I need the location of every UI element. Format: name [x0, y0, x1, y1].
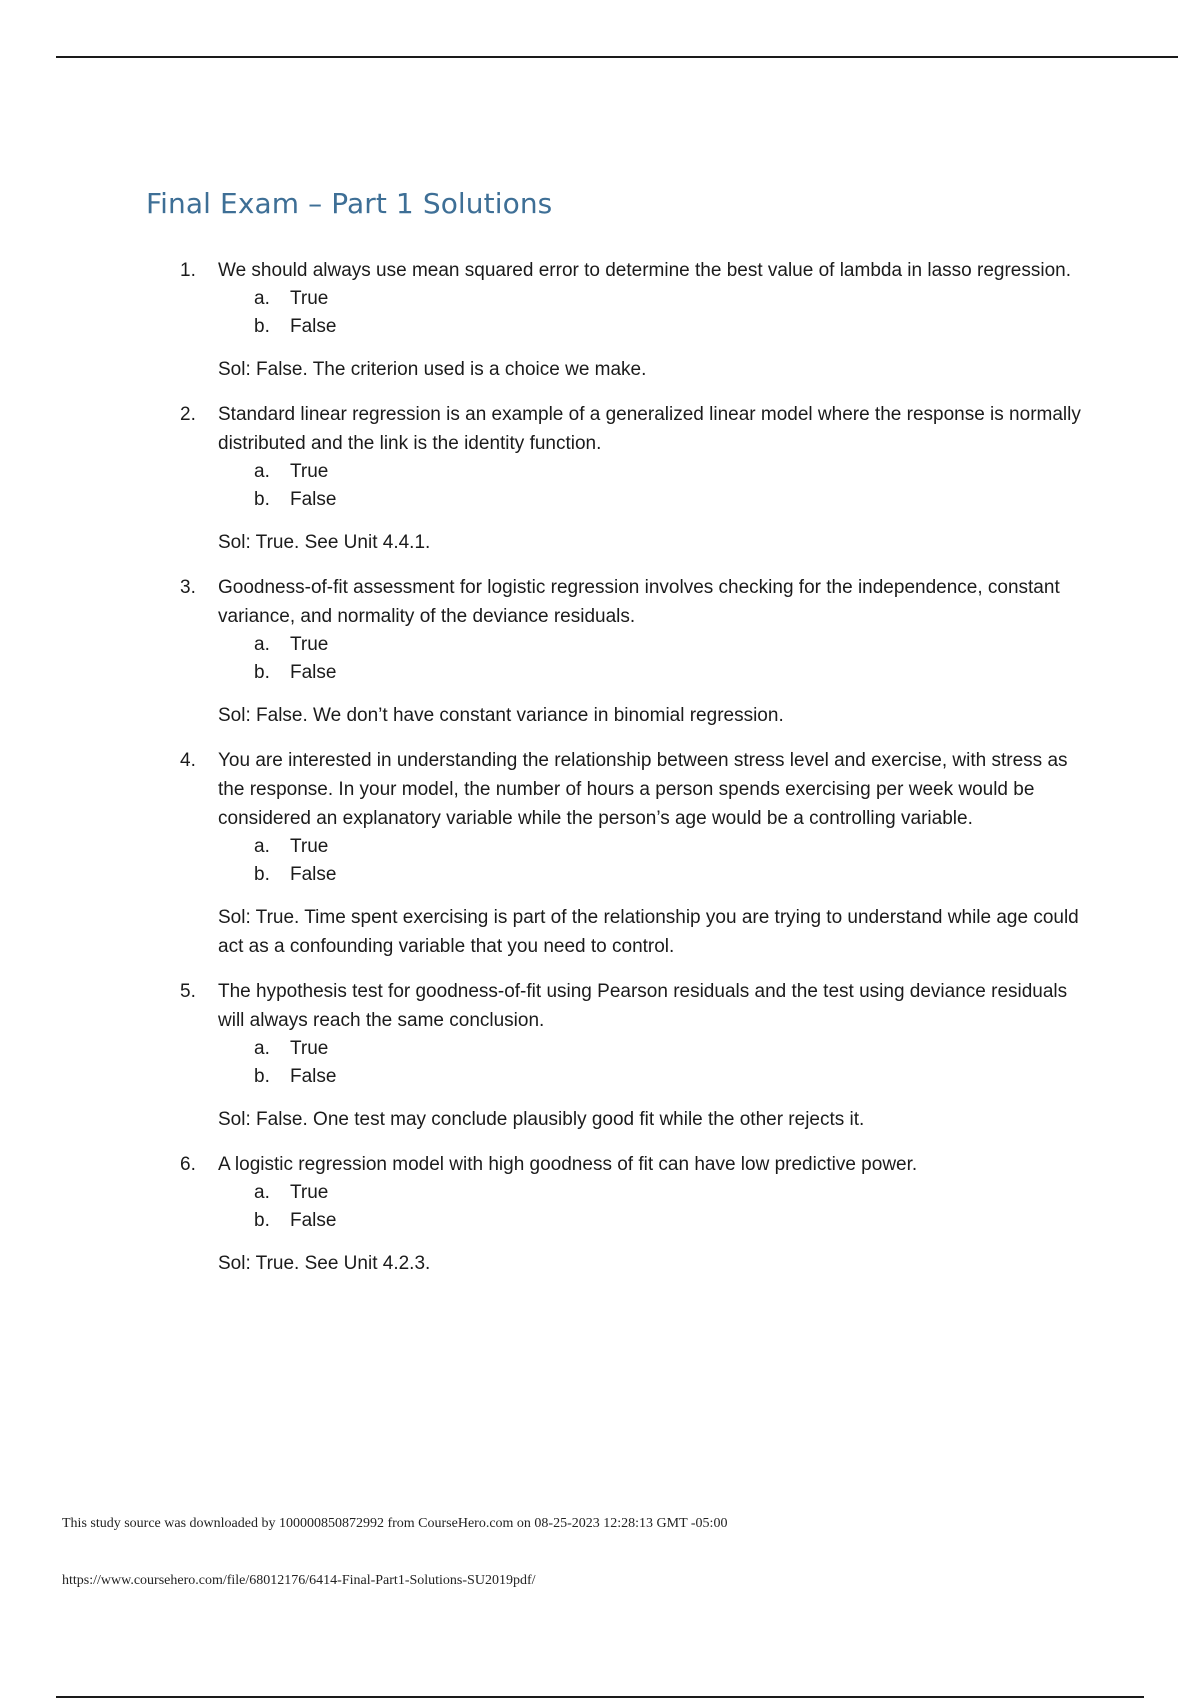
top-rule [56, 56, 1178, 58]
question-2 [0, 400, 1200, 557]
question-list [0, 256, 1200, 1294]
option-a: a. True [254, 1038, 329, 1059]
question-3 [0, 573, 1200, 730]
option-a: a. True [254, 461, 329, 482]
question-number: 1. [180, 260, 196, 281]
question-number: 2. [180, 404, 196, 425]
solution-text: Sol: True. Time spent exercising is part of the relationship you are trying to understand while age could act as a confounding variable that you need to control. [218, 907, 1079, 957]
question-text: A logistic regression model with high goodness of fit can have low predictive power. [218, 1154, 918, 1175]
question-4 [0, 746, 1200, 961]
question-number: 3. [180, 577, 196, 598]
option-b: b. False [254, 1210, 337, 1231]
options-list [0, 631, 1200, 687]
options-list [0, 458, 1200, 514]
option-b: b. False [254, 489, 337, 510]
question-text: Goodness-of-fit assessment for logistic regression involves checking for the independence, constant variance, and normality of the deviance residuals. [218, 577, 1060, 627]
options-list [0, 285, 1200, 341]
options-list [0, 1179, 1200, 1235]
option-a: a. True [254, 836, 329, 857]
question-text: We should always use mean squared error to determine the best value of lambda in lasso regression. [218, 260, 1071, 281]
solution-text: Sol: False. We don’t have constant variance in binomial regression. [218, 705, 784, 726]
option-b: b. False [254, 864, 337, 885]
question-number: 6. [180, 1154, 196, 1175]
option-a: a. True [254, 1182, 329, 1203]
question-5 [0, 977, 1200, 1134]
question-1 [0, 256, 1200, 384]
question-6 [0, 1150, 1200, 1278]
solution-text: Sol: False. The criterion used is a choice we make. [218, 359, 647, 380]
options-list [0, 833, 1200, 889]
bottom-rule [56, 1696, 1144, 1698]
options-list [0, 1035, 1200, 1091]
page-title: Final Exam – Part 1 Solutions [146, 186, 553, 220]
option-b: b. False [254, 1066, 337, 1087]
question-number: 4. [180, 750, 196, 771]
question-text: Standard linear regression is an example of a generalized linear model where the response is normally distributed and the link is the identity function. [218, 404, 1081, 454]
option-b: b. False [254, 316, 337, 337]
question-text: The hypothesis test for goodness-of-fit using Pearson residuals and the test using deviance residuals will always reach the same conclusion. [218, 981, 1068, 1031]
download-notice: This study source was downloaded by 100000850872992 from CourseHero.com on 08-25-2023 12:28:13 GMT -05:00 [62, 1516, 728, 1531]
solution-text: Sol: True. See Unit 4.4.1. [218, 532, 431, 553]
solution-text: Sol: False. One test may conclude plausibly good fit while the other rejects it. [218, 1109, 865, 1130]
question-text: You are interested in understanding the relationship between stress level and exercise, with stress as the response. In your model, the number of hours a person spends exercising per week would be considered an explanatory variable while the person’s age would be a controlling variable. [218, 750, 1068, 829]
solution-text: Sol: True. See Unit 4.2.3. [218, 1253, 431, 1274]
source-url[interactable]: https://www.coursehero.com/file/68012176/6414-Final-Part1-Solutions-SU2019pdf/ [62, 1573, 536, 1588]
option-a: a. True [254, 634, 329, 655]
option-a: a. True [254, 288, 329, 309]
question-number: 5. [180, 981, 196, 1002]
option-b: b. False [254, 662, 337, 683]
